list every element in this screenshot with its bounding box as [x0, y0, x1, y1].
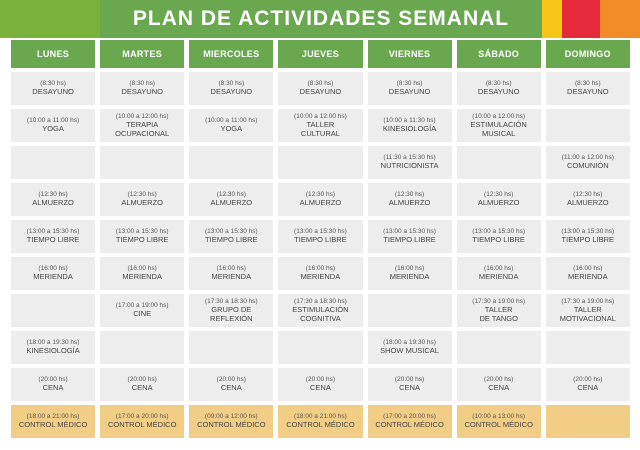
activity-time: (12:30 hs) [573, 191, 603, 199]
activity-name [115, 121, 169, 138]
activity-time: (8:30 hs) [307, 80, 334, 88]
schedule-cell [546, 405, 630, 438]
day-header-jueves: JUEVES [278, 40, 362, 68]
schedule-cell [457, 146, 541, 179]
activity-time: (18:00 a 21:00 hs) [294, 413, 347, 421]
activity-name [121, 88, 163, 97]
activity-name-line: CENA [310, 383, 331, 393]
activity-name-line: OCUPACIONAL [115, 128, 170, 138]
activity-time: (10:00 a 12:00 hs) [115, 113, 169, 120]
schedule-cell [457, 405, 541, 438]
activity-name-line: CENA [399, 383, 420, 393]
schedule-cell [368, 294, 452, 327]
activity-name [197, 421, 265, 430]
schedule-cell [368, 109, 452, 142]
activity-name-line: ALMUERZO [210, 198, 253, 208]
activity-time: (10:00 a 11:00 hs) [26, 117, 80, 125]
activity-name [488, 384, 509, 393]
activity-name [399, 384, 420, 393]
schedule-cell [278, 331, 362, 364]
schedule-cell [100, 331, 184, 364]
schedule-cell [11, 72, 95, 105]
activity-name-line: TIEMPO LIBRE [561, 235, 615, 245]
activity-name [567, 162, 609, 171]
schedule-cell [546, 220, 630, 253]
activity-time: (20:00 hs) [305, 376, 336, 384]
activity-name [108, 421, 176, 430]
activity-time: (17:30 a 18:30 hs) [294, 298, 347, 305]
schedule-cell [278, 294, 362, 327]
activity-name-line: CINE [133, 309, 152, 319]
activity-time: (8:30 hs) [218, 80, 245, 88]
activity-time: (09:00 a 12:00 hs) [204, 413, 258, 421]
activity-name-line: ALMUERZO [32, 198, 74, 208]
activity-name-line: CENA [488, 383, 510, 393]
activity-time: (11:30 a 15:30 hs) [383, 154, 436, 162]
schedule-cell [11, 109, 95, 142]
schedule-cell [546, 72, 630, 105]
accent-stripe-yellow [542, 0, 562, 38]
activity-name [478, 199, 520, 208]
activity-time: (8:30 hs) [396, 80, 423, 88]
activity-name-line: DESAYUNO [210, 87, 253, 97]
activity-name-line: YOGA [220, 124, 243, 134]
activity-name-line: MUSICAL [482, 128, 516, 138]
activity-name-line: CONTROL MÉDICO [197, 420, 266, 430]
activity-name [286, 421, 354, 430]
activity-time: (20:00 hs) [216, 376, 246, 384]
activity-name-line: CONTROL MÉDICO [464, 420, 533, 430]
activity-name-line: COMUNIÓN [566, 161, 609, 171]
activity-name-line: MERIENDA [122, 272, 162, 282]
activity-name [32, 199, 74, 208]
activity-time: (20:00 hs) [573, 376, 603, 384]
activity-name-line: MERIENDA [389, 272, 430, 282]
activity-name-line: DESAYUNO [388, 87, 431, 97]
activity-time: (12:30 hs) [394, 191, 425, 199]
activity-name-line: SHOW MUSICAL [380, 346, 439, 356]
activity-time: (12:30 hs) [216, 191, 246, 199]
activity-name-line: DESAYUNO [121, 87, 163, 97]
schedule-cell [457, 220, 541, 253]
activity-name-line: DE TANGO [479, 313, 518, 323]
activity-time: (13:00 a 15:30 hs) [472, 228, 526, 236]
activity-time: (17:00 a 20:00 hs) [383, 413, 436, 421]
schedule-cell [546, 257, 630, 290]
activity-name-line: DESAYUNO [299, 87, 342, 97]
schedule-cell [278, 220, 362, 253]
activity-name [310, 384, 331, 393]
activity-name [27, 236, 80, 245]
schedule-cell [278, 109, 362, 142]
schedule-cell [278, 183, 362, 216]
activity-name [464, 421, 532, 430]
schedule-cell [11, 257, 95, 290]
schedule-cell [368, 331, 452, 364]
activity-name-line: KINESIOLOGÍA [26, 346, 80, 356]
activity-time: (20:00 hs) [394, 376, 425, 384]
activity-name [383, 125, 436, 134]
activity-time: (16:00 hs) [305, 265, 336, 273]
accent-stripe-orange [600, 0, 640, 38]
schedule-cell [368, 220, 452, 253]
activity-name-line: CENA [42, 383, 64, 393]
activity-name-line: CONTROL MÉDICO [107, 420, 177, 430]
activity-time: (8:30 hs) [129, 80, 156, 88]
accent-stripe-red [562, 0, 600, 38]
activity-time: (10:00 a 12:00 hs) [472, 113, 526, 120]
schedule-cell [11, 368, 95, 401]
activity-name [562, 236, 615, 245]
activity-time: (13:00 a 15:30 hs) [294, 228, 347, 236]
activity-name [390, 273, 430, 282]
schedule-cell [546, 183, 630, 216]
schedule-cell [368, 146, 452, 179]
activity-name [381, 162, 439, 171]
activity-name [389, 88, 431, 97]
activity-name-line: DESAYUNO [567, 87, 609, 97]
activity-name [301, 121, 340, 138]
activity-name-line: TALLER [484, 305, 513, 314]
activity-time: (16:00 hs) [127, 265, 157, 273]
activity-name-line: TALLER [573, 305, 602, 314]
activity-name-line: CENA [131, 383, 153, 393]
activity-name-line: CULTURAL [300, 128, 340, 138]
activity-name [121, 199, 163, 208]
activity-time: (16:00 hs) [216, 265, 246, 273]
activity-name [26, 347, 79, 356]
activity-name-line: MOTIVACIONAL [559, 313, 616, 323]
schedule-cell [546, 146, 630, 179]
activity-time: (13:00 a 15:30 hs) [26, 228, 80, 236]
activity-time: (20:00 hs) [127, 376, 157, 384]
activity-name [212, 273, 252, 282]
activity-name [560, 306, 616, 323]
activity-time: (11:00 a 12:00 hs) [561, 154, 614, 162]
activity-name [383, 236, 436, 245]
activity-time: (17:30 a 19:00 hs) [561, 298, 615, 305]
activity-time: (13:00 a 15:30 hs) [204, 228, 258, 236]
activity-name-line: ALMUERZO [477, 198, 520, 208]
activity-time: (20:00 hs) [38, 376, 68, 384]
activity-name [220, 125, 242, 134]
schedule-cell [100, 72, 184, 105]
activity-time: (18:00 a 19:30 hs) [26, 339, 80, 347]
schedule-cell [457, 183, 541, 216]
schedule-cell [11, 220, 95, 253]
schedule-cell [100, 109, 184, 142]
schedule-cell [189, 405, 273, 438]
schedule-cell [189, 72, 273, 105]
activity-time: (13:00 a 15:30 hs) [561, 228, 615, 236]
activity-name [301, 273, 341, 282]
schedule-cell [100, 257, 184, 290]
activity-name [32, 88, 74, 97]
activity-time: (13:00 a 15:30 hs) [383, 228, 436, 236]
activity-name [221, 384, 242, 393]
schedule-cell [11, 405, 95, 438]
activity-name [479, 273, 519, 282]
activity-name-line: CONTROL MÉDICO [18, 420, 88, 430]
activity-name-line: MERIENDA [211, 272, 252, 282]
schedule-cell [278, 405, 362, 438]
schedule-cell [189, 183, 273, 216]
schedule-cell [189, 109, 273, 142]
schedule-cell [457, 294, 541, 327]
activity-name-line: COGNITIVA [300, 313, 341, 323]
activity-name-line: ESTIMULACIÓN [292, 305, 349, 314]
activity-name [210, 306, 253, 323]
activity-name-line: ESTIMULACIÓN [470, 120, 527, 129]
activity-name-line: TIEMPO LIBRE [26, 235, 80, 245]
activity-name-line: GRUPO DE [211, 305, 252, 314]
schedule-cell [189, 331, 273, 364]
activity-name-line: ALMUERZO [388, 198, 431, 208]
activity-time: (17:00 a 20:00 hs) [115, 413, 169, 421]
activity-name-line: ALMUERZO [121, 198, 164, 208]
activity-name [471, 121, 527, 138]
activity-name-line: TIEMPO LIBRE [115, 235, 169, 245]
activity-name-line: MERIENDA [478, 272, 519, 282]
activity-name [389, 199, 431, 208]
activity-name [292, 306, 348, 323]
schedule-cell [457, 72, 541, 105]
activity-time: (12:30 hs) [127, 191, 157, 199]
activity-name-line: CENA [577, 383, 599, 393]
activity-name-line: TIEMPO LIBRE [383, 235, 436, 245]
activity-time: (12:30 hs) [38, 191, 68, 199]
activity-time: (16:00 hs) [484, 265, 514, 273]
activity-name [133, 310, 151, 319]
activity-name [577, 384, 598, 393]
activity-name-line: YOGA [42, 124, 64, 134]
activity-time: (16:00 hs) [38, 265, 68, 273]
schedule-cell [368, 405, 452, 438]
activity-time: (8:30 hs) [40, 80, 66, 88]
activity-name-line: TIEMPO LIBRE [294, 235, 347, 245]
schedule-table [11, 40, 630, 445]
schedule-cell [189, 220, 273, 253]
activity-name-line: DESAYUNO [477, 87, 520, 97]
activity-name [568, 273, 608, 282]
activity-name-line: MERIENDA [300, 272, 341, 282]
day-header-miercoles: MIERCOLES [189, 40, 273, 68]
schedule-cell [278, 146, 362, 179]
activity-name [42, 125, 64, 134]
activity-name-line: CONTROL MÉDICO [286, 420, 355, 430]
activity-name [472, 236, 525, 245]
schedule-cell [100, 405, 184, 438]
activity-name [567, 88, 609, 97]
activity-name-line: KINESIOLOGÍA [382, 124, 437, 134]
activity-name [210, 199, 252, 208]
activity-name [33, 273, 73, 282]
activity-time: (10:00 a 12:00 hs) [294, 113, 347, 120]
activity-name-line: TERAPIA [126, 120, 159, 129]
schedule-cell [457, 257, 541, 290]
activity-name [211, 88, 253, 97]
activity-time: (10:00 a 11:00 hs) [205, 117, 258, 125]
schedule-cell [457, 331, 541, 364]
page-title: PLAN DE ACTIVIDADES SEMANAL [132, 7, 510, 30]
schedule-cell [546, 294, 630, 327]
activity-name [380, 347, 439, 356]
activity-name-line: CENA [220, 383, 242, 393]
activity-name [205, 236, 258, 245]
schedule-cell [546, 109, 630, 142]
activity-time: (10:00 a 11:30 hs) [383, 117, 436, 125]
activity-name-line: TALLER [306, 120, 335, 129]
schedule-cell [189, 294, 273, 327]
schedule-cell [368, 368, 452, 401]
schedule-cell [278, 72, 362, 105]
activity-name-line: ALMUERZO [566, 198, 609, 208]
activity-time: (17:30 a 18:30 hs) [204, 298, 258, 305]
activity-name [478, 88, 520, 97]
schedule-cell [11, 331, 95, 364]
activity-time: (12:30 hs) [484, 191, 514, 199]
activity-name-line: TIEMPO LIBRE [205, 235, 258, 245]
schedule-cell [189, 368, 273, 401]
schedule-cell [189, 257, 273, 290]
schedule-cell [278, 257, 362, 290]
activity-name-line: MERIENDA [33, 272, 73, 282]
activity-name-line: NUTRICIONISTA [380, 161, 439, 171]
activity-name-line: MERIENDA [568, 272, 608, 282]
activity-time: (16:00 hs) [394, 265, 425, 273]
activity-name [43, 384, 64, 393]
schedule-cell [100, 146, 184, 179]
activity-time: (8:30 hs) [485, 80, 512, 88]
activity-name-line: ALMUERZO [299, 198, 342, 208]
activity-time: (18:00 a 19:30 hs) [383, 339, 436, 347]
title-banner [100, 0, 542, 38]
activity-time: (16:00 hs) [573, 265, 603, 273]
activity-name [294, 236, 347, 245]
schedule-cell [546, 331, 630, 364]
day-header-sabado: SÁBADO [457, 40, 541, 68]
activity-name [132, 384, 153, 393]
activity-time: (13:00 a 15:30 hs) [115, 228, 169, 236]
schedule-cell [278, 368, 362, 401]
activity-time: (17:00 a 19:00 hs) [115, 302, 169, 310]
activity-name [122, 273, 162, 282]
activity-time: (10:00 a 13:00 hs) [472, 413, 526, 421]
activity-name [375, 421, 443, 430]
schedule-cell [100, 368, 184, 401]
activity-time: (20:00 hs) [484, 376, 514, 384]
day-header-lunes: LUNES [11, 40, 95, 68]
schedule-cell [457, 109, 541, 142]
day-header-domingo: DOMINGO [546, 40, 630, 68]
schedule-cell [100, 294, 184, 327]
day-header-martes: MARTES [100, 40, 184, 68]
activity-name [116, 236, 169, 245]
activity-name-line: TIEMPO LIBRE [472, 235, 525, 245]
activity-name-line: CONTROL MÉDICO [375, 420, 444, 430]
schedule-cell [368, 257, 452, 290]
activity-time: (8:30 hs) [574, 80, 601, 88]
schedule-cell [368, 183, 452, 216]
banner-left-block [0, 0, 100, 38]
schedule-cell [100, 183, 184, 216]
activity-name-line: REFLEXIÓN [210, 313, 253, 323]
activity-name [479, 306, 517, 323]
schedule-cell [11, 294, 95, 327]
schedule-cell [189, 146, 273, 179]
schedule-cell [100, 220, 184, 253]
day-header-viernes: VIERNES [368, 40, 452, 68]
activity-time: (17:30 a 19:00 hs) [472, 298, 526, 305]
schedule-cell [457, 368, 541, 401]
activity-name [300, 199, 342, 208]
activity-time: (18:00 a 21:00 hs) [26, 413, 80, 421]
schedule-cell [546, 368, 630, 401]
schedule-cell [368, 72, 452, 105]
activity-time: (12:30 hs) [305, 191, 336, 199]
schedule-cell [11, 183, 95, 216]
activity-name [19, 421, 87, 430]
activity-name [300, 88, 342, 97]
activity-name [567, 199, 609, 208]
activity-name-line: DESAYUNO [32, 87, 74, 97]
schedule-cell [11, 146, 95, 179]
